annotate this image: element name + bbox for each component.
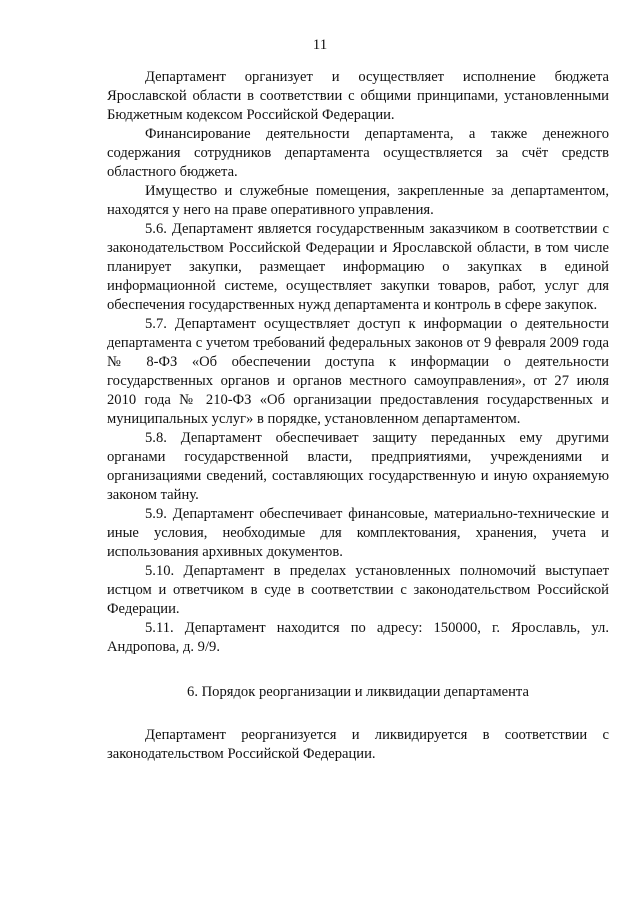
page-number: 11: [312, 37, 328, 53]
paragraph-5-10: 5.10. Департамент в пределах установленных полномочий выступает истцом и ответчиком в суде в соответствии с законодательством Российской Федерации.: [107, 563, 609, 617]
paragraph-5-8: 5.8. Департамент обеспечивает защиту переданных ему другими органами государственной власти, предприятиями, учреждениями и организациями сведений, составляющих государственную и иную охраняемую законом тайну.: [107, 430, 609, 503]
paragraph-5-7: 5.7. Департамент осуществляет доступ к информации о деятельности департамента с учетом требований федеральных законов от 9 февраля 2009 года № 8-ФЗ «Об обеспечении доступа к информации о деятельности государственных органов и органов местного самоуправления», от 27 июля 2010 года № 210-ФЗ «Об организации предоставления государственных и муниципальных услуг» в порядке, установленном департаментом.: [107, 316, 609, 427]
paragraph-financing: Финансирование деятельности департамента, а также денежного содержания сотрудников департамента осуществляется за счёт средств областного бюджета.: [107, 126, 609, 180]
paragraph-5-11: 5.11. Департамент находится по адресу: 150000, г. Ярославль, ул. Андропова, д. 9/9.: [107, 620, 609, 655]
paragraph-5-9: 5.9. Департамент обеспечивает финансовые, материально-технические и иные условия, необходимые для комплектования, хранения, учета и использования архивных документов.: [107, 506, 609, 560]
paragraph-budget-execution: Департамент организует и осуществляет исполнение бюджета Ярославской области в соответствии с общими принципами, установленными Бюджетным кодексом Российской Федерации.: [107, 69, 609, 123]
paragraph-5-6: 5.6. Департамент является государственным заказчиком в соответствии с законодательством Российской Федерации и Ярославской области, в том числе планирует закупки, размещает информацию о закупках в единой информационной системе, осуществляет закупки товаров, работ, услуг для обеспечения государственных нужд департамента и контроль в сфере закупок.: [107, 221, 609, 313]
paragraph-property: Имущество и служебные помещения, закрепленные за департаментом, находятся у него на праве оперативного управления.: [107, 183, 609, 218]
section-heading: 6. Порядок реорганизации и ликвидации департамента: [187, 684, 529, 700]
paragraph-reorganization: Департамент реорганизуется и ликвидируется в соответствии с законодательством Российской Федерации.: [107, 727, 609, 762]
document-body: [107, 68, 609, 764]
